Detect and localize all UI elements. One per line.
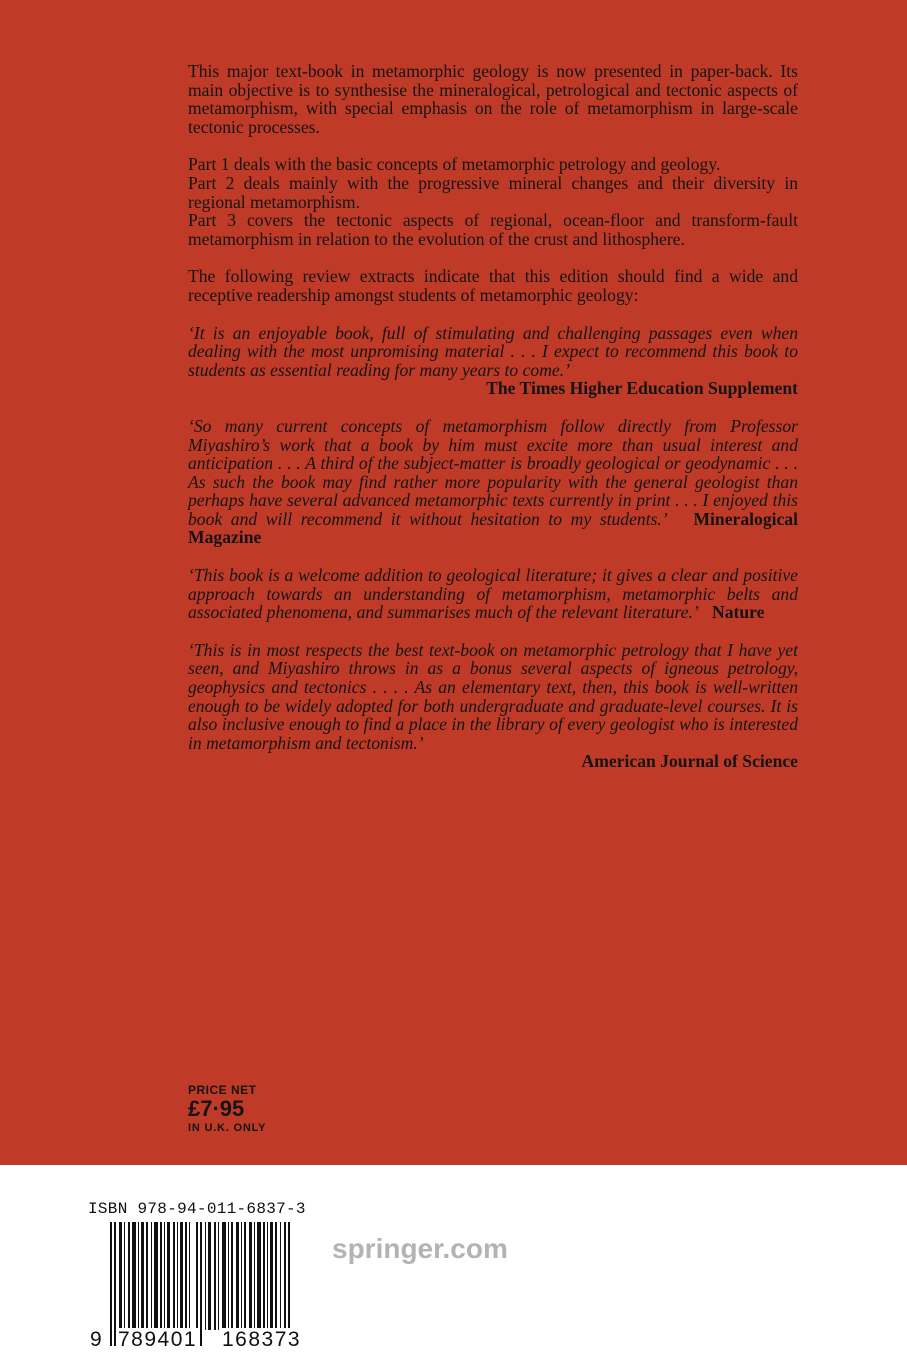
- price-block: [188, 1083, 266, 1135]
- barcode-digit-first: 9: [90, 1328, 102, 1351]
- review-source: Mineralogical Magazine: [188, 508, 798, 548]
- review-text: ‘It is an enjoyable book, full of stimulating and challenging passages even when dealing with the most unpromising material . . . I expect to recommend this book to students as essential reading for many years to come.’: [188, 322, 798, 380]
- review-body: ‘This book is a welcome addition to geological literature; it gives a clear and positive approach towards an understanding of metamorphism, metamorphic belts and associated phenomena, and summarises much of the relevant literature.’: [188, 565, 798, 623]
- review-quote: [188, 641, 798, 771]
- review-source: The Times Higher Education Supplement: [486, 378, 798, 399]
- review-quote: [188, 566, 798, 622]
- part-3-line: Part 3 covers the tectonic aspects of regional, ocean-floor and transform-fault metamorphism in relation to the evolution of the crust and lithosphere.: [188, 210, 798, 249]
- intro-paragraph: This major text-book in metamorphic geology is now presented in paper-back. Its main objective is to synthesise the mineralogical, petrological and tectonic aspects of metamorphism, with special emphasis on the role of metamorphism in large-scale tectonic processes.: [188, 61, 798, 137]
- part-1-line: Part 1 deals with the basic concepts of metamorphic petrology and geology.: [188, 154, 721, 175]
- review-text: ‘This is in most respects the best text-book on metamorphic petrology that I have yet seen, and Miyashiro throws in as a bonus several aspects of igneous petrology, geophysics and tectonics . . . . As an elementary text, then, this book is well-written enough to be widely adopted for both undergraduate and graduate-level courses. It is also inclusive enough to find a place in the library of every geologist who is interested in metamorphism and tectonism.’: [188, 639, 798, 753]
- parts-paragraph: [188, 155, 798, 248]
- review-source: American Journal of Science: [581, 751, 798, 772]
- isbn-label: ISBN 978-94-011-6837-3: [88, 1200, 306, 1218]
- part-2-line: Part 2 deals mainly with the progressive mineral changes and their diversity in regional metamorphism.: [188, 172, 798, 212]
- review-source: Nature: [712, 602, 765, 623]
- review-text: [188, 417, 798, 547]
- barcode-digits-left: 789401: [118, 1328, 198, 1351]
- review-text: [188, 566, 798, 622]
- publisher-url[interactable]: springer.com: [332, 1233, 508, 1264]
- price-value: £7·95: [188, 1096, 245, 1121]
- reviews-intro: The following review extracts indicate that this edition should find a wide and receptive readership amongst students of metamorphic geology:: [188, 266, 798, 305]
- barcode-digits-right: 168373: [222, 1328, 302, 1351]
- review-quote: [188, 324, 798, 398]
- price-note: IN U.K. ONLY: [188, 1122, 267, 1134]
- price-label: PRICE NET: [188, 1083, 257, 1097]
- blurb-text: [188, 62, 798, 771]
- review-quote: [188, 417, 798, 547]
- review-body: ‘So many current concepts of metamorphism follow directly from Professor Miyashiro’s work that a book by him must excite more than usual interest and anticipation . . . A third of the subject-matter is broadly geological or geodynamic . . . As such the book may find rather more popularity with the general geologist than perhaps have several advanced metamorphic texts currently in print . . . I enjoyed this book and will recommend it without hesitation to my students.’: [188, 415, 798, 529]
